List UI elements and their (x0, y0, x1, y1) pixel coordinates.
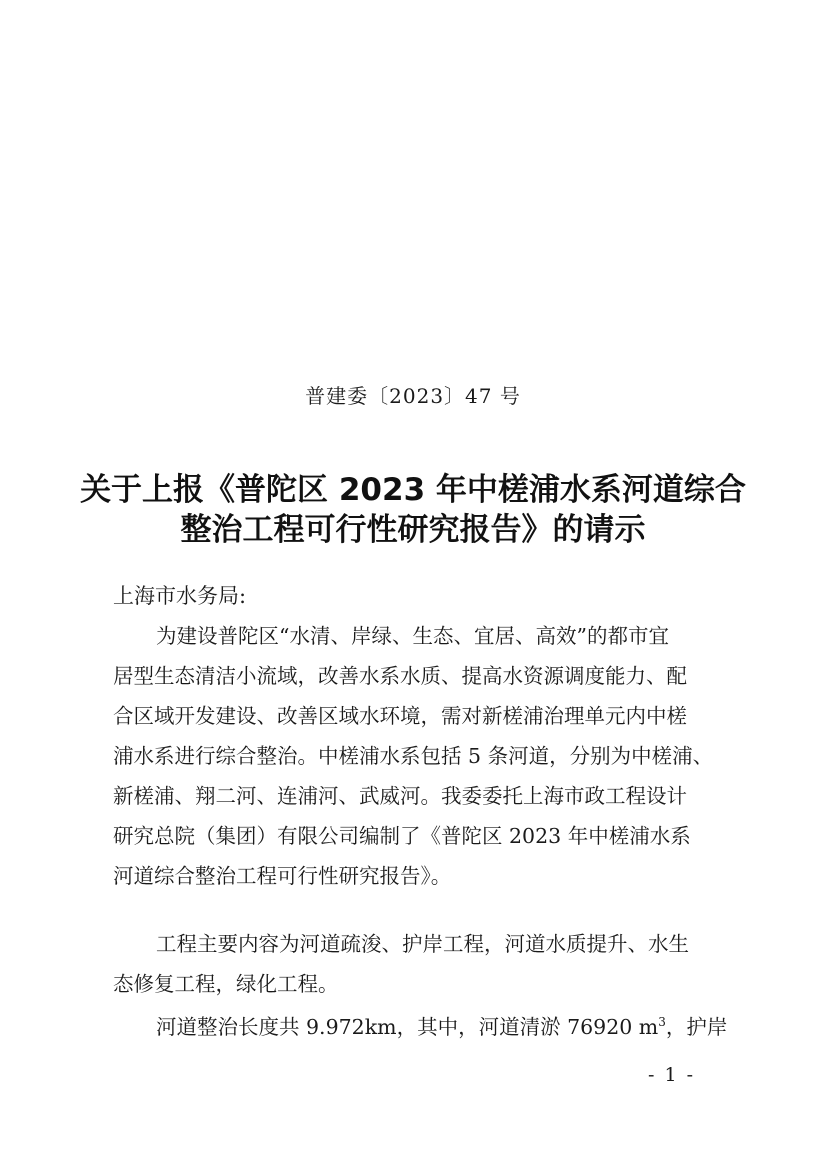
document-title (60, 470, 766, 550)
paragraph-1-line: 河道综合整治工程可行性研究报告》。 (113, 864, 452, 888)
paragraph-1-line: 研究总院（集团）有限公司编制了《普陀区 2023 年中槎浦水系 (113, 824, 691, 848)
paragraph-1-line: 新槎浦、翔二河、连浦河、武威河。我委委托上海市政工程设计 (113, 784, 687, 808)
superscript-exponent: 3 (658, 1015, 666, 1030)
paragraph-3-text: 河道整治长度共 9.972km，其中，河道清淤 76920 m (156, 1015, 659, 1039)
paragraph-1-line: 浦水系进行综合整治。中槎浦水系包括 5 条河道，分别为中槎浦、 (113, 744, 714, 768)
paragraph-3-text-tail: ，护岸 (665, 1015, 728, 1039)
title-line-1: 关于上报《普陀区 2023 年中槎浦水系河道综合 (80, 472, 746, 508)
paragraph-1-line: 为建设普陀区“水清、岸绿、生态、宜居、高效”的都市宜 (156, 624, 669, 648)
paragraph-3 (113, 1007, 728, 1047)
page-number: - 1 - (648, 1064, 696, 1086)
paragraph-1-line: 合区域开发建设、改善区域水环境，需对新槎浦治理单元内中槎 (113, 704, 687, 728)
addressee: 上海市水务局: (113, 584, 247, 608)
paragraph-1 (113, 616, 719, 896)
paragraph-2 (113, 924, 719, 1004)
document-number: 普建委〔2023〕47 号 (305, 384, 521, 408)
title-line-2: 整治工程可行性研究报告》的请示 (180, 512, 646, 548)
paragraph-3-line (113, 1007, 728, 1047)
paragraph-2-line: 工程主要内容为河道疏浚、护岸工程，河道水质提升、水生 (156, 932, 689, 956)
paragraph-1-line: 居型生态清洁小流域，改善水系水质、提高水资源调度能力、配 (113, 664, 687, 688)
paragraph-2-line: 态修复工程，绿化工程。 (113, 972, 339, 996)
